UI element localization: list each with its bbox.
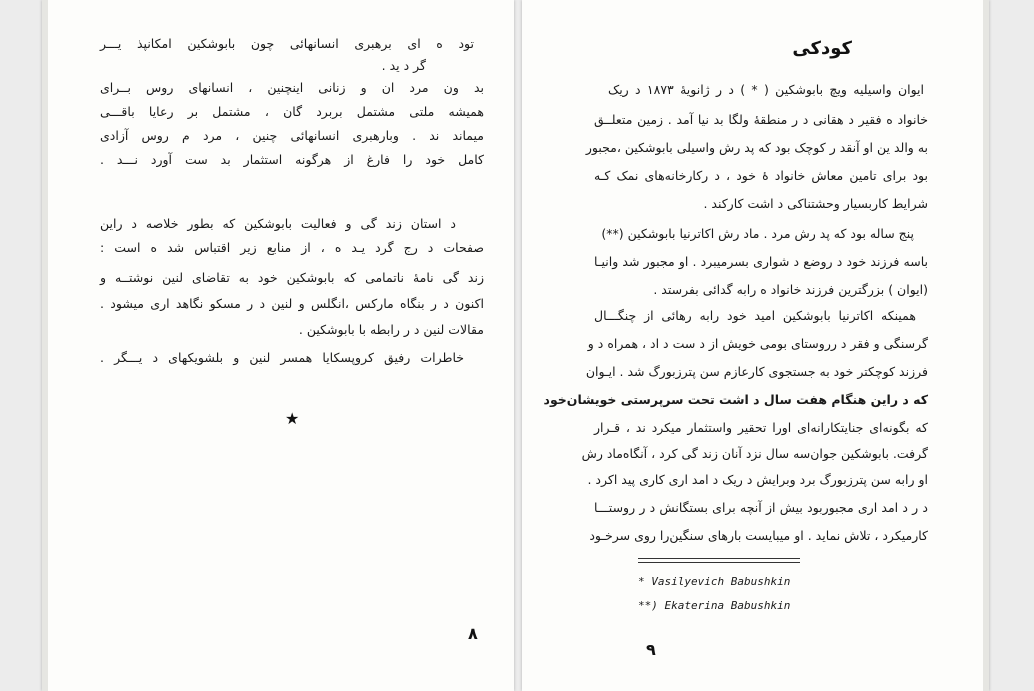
left-line-10: اکنون د ر بنگاه مارکس ،انگلس و لنین د ر مسکو نگاهد اری میشود .	[100, 296, 484, 311]
right-line-17: کارمیکرد ، تلاش نماید . او میبایست بارهای سنگین‌را روی سرخـود	[589, 528, 928, 543]
chapter-title: کودکی	[792, 38, 852, 59]
footnote-rule-2	[638, 562, 800, 563]
star-ornament: ★	[285, 409, 300, 428]
left-line-1: تود ه ای برهبری انسانهائی چون بابوشکین امکانپذ یـــر	[100, 36, 474, 51]
page-number-right: ۹	[646, 640, 656, 659]
right-page-edge	[983, 0, 989, 691]
left-line-8: صفحات د رج گرد یـد ه ، از منابع زیر اقتباس شد ه است :	[100, 240, 484, 255]
footnote-1: * Vasilyevich Babushkin	[638, 575, 791, 588]
left-line-9: زند گی نامهٔ ناتمامی که بابوشکین خود به تقاضای لنین نوشتــه و	[100, 270, 484, 285]
right-page	[522, 0, 989, 691]
footnote-2: **) Ekaterina Babushkin	[638, 599, 791, 612]
left-page-edge	[42, 0, 48, 691]
footnote-rule	[638, 558, 800, 559]
left-line-7: د استان زند گی و فعالیت بابوشکین که بطور خلاصه د راین	[100, 216, 456, 231]
right-line-15: او رابه سن پترزبورگ برد وبرایش د ریک د امد اری کاری پید اکرد .	[587, 472, 928, 487]
right-line-4: بود برای تامین معاش خانواد هٔ خود ، د رکارخانه‌های نمک کـه	[594, 168, 928, 183]
left-line-4: همیشه ملتی مشتمل بربرد گان ، مشتمل بر رعایا باقـــی	[100, 104, 484, 119]
right-line-2: خانواد ه فقیر د هقانی د ر منطقهٔ ولگا بد نیا آمد . زمین متعلــق	[594, 112, 928, 127]
right-line-3: به والد ین او آنقد ر کوچک بود که پد رش واسیلی بابوشکین ،مجبور	[585, 140, 928, 155]
right-line-12: که د راین هنگام هفت سال د اشت تحت سرپرستی خویشان‌خود	[543, 392, 928, 407]
right-line-10: گرسنگی و فقر د رروستای بومی خویش از د ست د اد ، همراه د و	[587, 336, 928, 351]
left-line-12: خاطرات رفیق کروپسکایا همسر لنین و بلشویکهای د یـــگر .	[100, 350, 464, 365]
right-line-6: پنج ساله بود که پد رش مرد . ماد رش اکاترنیا بابوشکین (**)	[601, 226, 914, 241]
right-line-16: د ر د امد اری مجبوربود بیش از آنچه برای بستگانش د ر روستـــا	[594, 500, 928, 515]
right-line-9: همینکه اکاترنیا بابوشکین امید خود رابه رهائی از چنگـــال	[594, 308, 916, 323]
page-number-left: ۸	[468, 624, 478, 643]
right-line-13: که بگونه‌ای جنایتکارانه‌ای اورا تحقیر واستثمار میکرد ند ، قـرار	[594, 420, 928, 435]
left-line-5: میماند ند . وبارهبری انسانهائی چنین ، مرد م روس آزادی	[100, 128, 484, 143]
left-line-11: مقالات لنین د ر رابطه با بابوشکین .	[298, 322, 484, 337]
left-line-3: بد ون مرد ان و زنانی اینچنین ، انسانهای روس بــرای	[100, 80, 484, 95]
right-line-1: ایوان واسیلیه ویچ بابوشکین ( * ) د ر ژانویهٔ ۱۸۷۳ د ریک	[608, 82, 925, 97]
right-line-14: گرفت. بابوشکین جوان‌سه سال نزد آنان زند گی کرد ، آنگاه‌ماد رش	[581, 446, 928, 461]
right-line-7: باسه فرزند خود د روضع د شواری بسرمیبرد . او مجبور شد وانیـا	[594, 254, 928, 269]
left-line-6: کامل خود را فارغ از هرگونه استثمار بد ست آورد نـــد .	[100, 152, 484, 167]
right-line-11: فرزند کوچکتر خود به جستجوی کارعازم سن پترزبورگ شد . ایـوان	[585, 364, 928, 379]
left-line-2: گر د ید .	[381, 58, 426, 73]
left-page	[42, 0, 514, 691]
right-line-8: (ایوان ) بزرگترین فرزند خانواد ه رابه گدائی بفرستد .	[653, 282, 928, 297]
right-line-5: شرایط کاربسیار وحشتناکی د اشت کارکند .	[703, 196, 928, 211]
